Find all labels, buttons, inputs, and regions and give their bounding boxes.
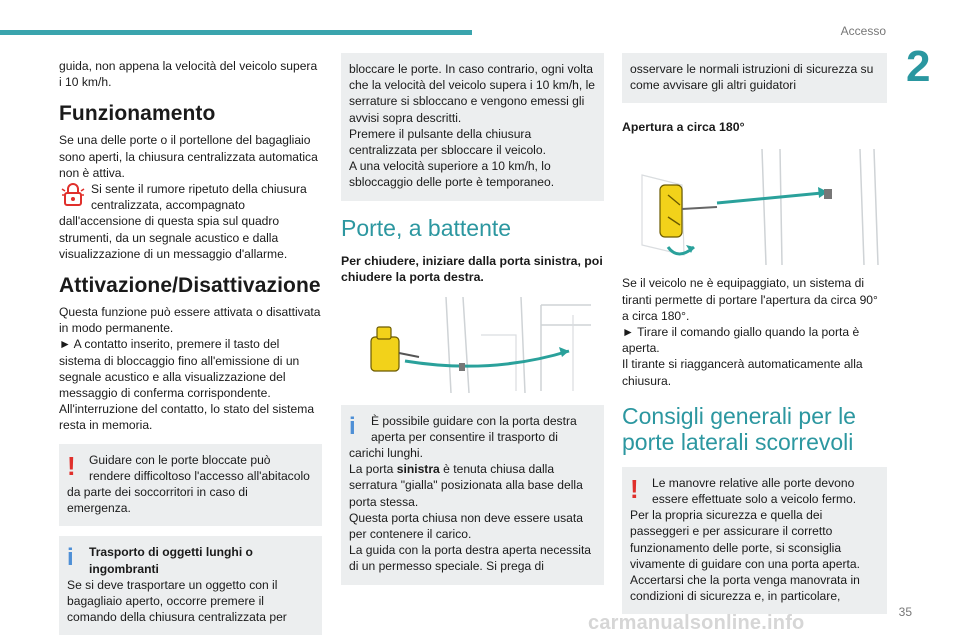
info-icon: i [67, 544, 74, 572]
info-text-2c: è tenuta chiusa dalla serratura "gialla" posizionata alla base della porta stessa. [349, 462, 583, 509]
apert-para-2: ► Tirare il comando giallo quando la porta è aperta. [622, 325, 860, 356]
info-text-4: La guida con la porta destra aperta necessita di un permesso speciale. Si prega di [349, 543, 592, 574]
column-1 [59, 58, 322, 640]
heading-consigli: Consigli generali per le porte laterali scorrevoli [622, 402, 856, 455]
info-box-driving-open-door [341, 405, 604, 585]
funz-para-2-block [59, 181, 322, 262]
exclamation-icon: ! [630, 473, 639, 504]
heading-funzionamento: Funzionamento [59, 102, 216, 126]
header-accent-bar [0, 30, 472, 35]
warning-box-sliding-doors [622, 467, 887, 615]
info-text-3: Questa porta chiusa non deve essere usata per contenere il carico. [349, 510, 583, 542]
intro-text: guida, non appena la velocità del veicolo supera i 10 km/h. [59, 59, 318, 90]
info-text-2b: sinistra [396, 462, 440, 477]
warning-text: Guidare con le porte bloccate può rendere difficoltoso l'accesso all'abitacolo da parte dei soccorritori in caso di emergenza. [67, 452, 310, 516]
warning-text-1: Le manovre relative alle porte devono essere effettuate solo a veicolo fermo. [652, 475, 857, 507]
exclamation-icon: ! [67, 450, 76, 481]
info-text-2a: La porta [349, 462, 397, 477]
funz-para-2: Si sente il rumore ripetuto della chiusura centralizzata, accompagnato dall'accensione di questa spia sul quadro strumenti, da un segnale acustico e dalla visualizzazione di un messaggio d'allarme. [59, 182, 307, 261]
att-para-2: ► A contatto inserito, premere il tasto del sistema di bloccaggio fino all'emissione di un segnale acustico e alla visualizzazione del messaggio di conferma corrispondente. [59, 337, 300, 401]
column-3 [622, 58, 887, 624]
continued-info-box [341, 53, 604, 201]
warning-text-3: Accertarsi che la porta venga manovrata in condizioni di sicurezza e, in particolare, [630, 573, 860, 604]
door-strap-illustration [622, 145, 885, 269]
page-number: 35 [898, 605, 912, 619]
info-text-1: È possibile guidare con la porta destra aperta per consentire il trasporto di carichi lunghi. [349, 413, 577, 461]
att-para-1: Questa funzione può essere attivata o disattivata in modo permanente. [59, 305, 321, 336]
watermark: carmanualsonline.info [588, 612, 805, 634]
info-box-long-objects [59, 536, 322, 635]
chapter-number: 2 [906, 42, 931, 91]
lead-instruction: Per chiudere, iniziare dalla porta sinistra, poi chiudere la porta destra. [341, 253, 603, 284]
door-lock-illustration [341, 295, 604, 395]
box-text-1: bloccare le porte. In caso contrario, ogni volta che la velocità del veicolo supera i 10 km/h, le serrature si sbloccano e vengono emessi gli avvisi sopra descritti. [349, 62, 596, 125]
funz-para-1: Se una delle porte o il portellone del bagagliaio sono aperti, la chiusura centralizzata automatica non è attiva. [59, 133, 318, 180]
info-text: Se si deve trasportare un oggetto con il bagagliaio aperto, occorre premere il comando della chiusura centralizzata per [67, 577, 287, 625]
heading-apertura: Apertura a circa 180° [622, 120, 745, 135]
box-text-3: A una velocità superiore a 10 km/h, lo sbloccaggio delle porte è temporaneo. [349, 159, 555, 190]
apert-para-1: Se il veicolo ne è equipaggiato, un sistema di tiranti permette di portare l'apertura da circa 90° a circa 180°. [622, 276, 878, 323]
column-2 [341, 58, 604, 595]
info-text-2 [349, 461, 596, 510]
continued-box-text: osservare le normali istruzioni di sicurezza su come avvisare gli altri guidatori [630, 62, 874, 93]
heading-attivazione: Attivazione/Disattivazione [59, 274, 321, 298]
lock-warning-icon [59, 181, 89, 211]
continued-box [622, 53, 887, 103]
att-para-3: All'interruzione del contatto, lo stato del sistema resta in memoria. [59, 402, 315, 433]
warning-box-locked-doors [59, 444, 322, 527]
apert-para-3: Il tirante si riaggancerà automaticamente alla chiusura. [622, 357, 863, 388]
section-name: Accesso [840, 24, 886, 38]
info-title: Trasporto di oggetti lunghi o ingombranti [89, 545, 253, 576]
info-icon: i [349, 412, 356, 440]
warning-text-2: Per la propria sicurezza e quella dei passeggeri e per assicurare il corretto funzionamento delle porte, si sconsiglia vivamente di guidare con una porta aperta. [630, 508, 860, 571]
heading-porte-battente: Porte, a battente [341, 214, 512, 241]
box-text-2: Premere il pulsante della chiusura centralizzata per sbloccare il veicolo. [349, 126, 546, 158]
